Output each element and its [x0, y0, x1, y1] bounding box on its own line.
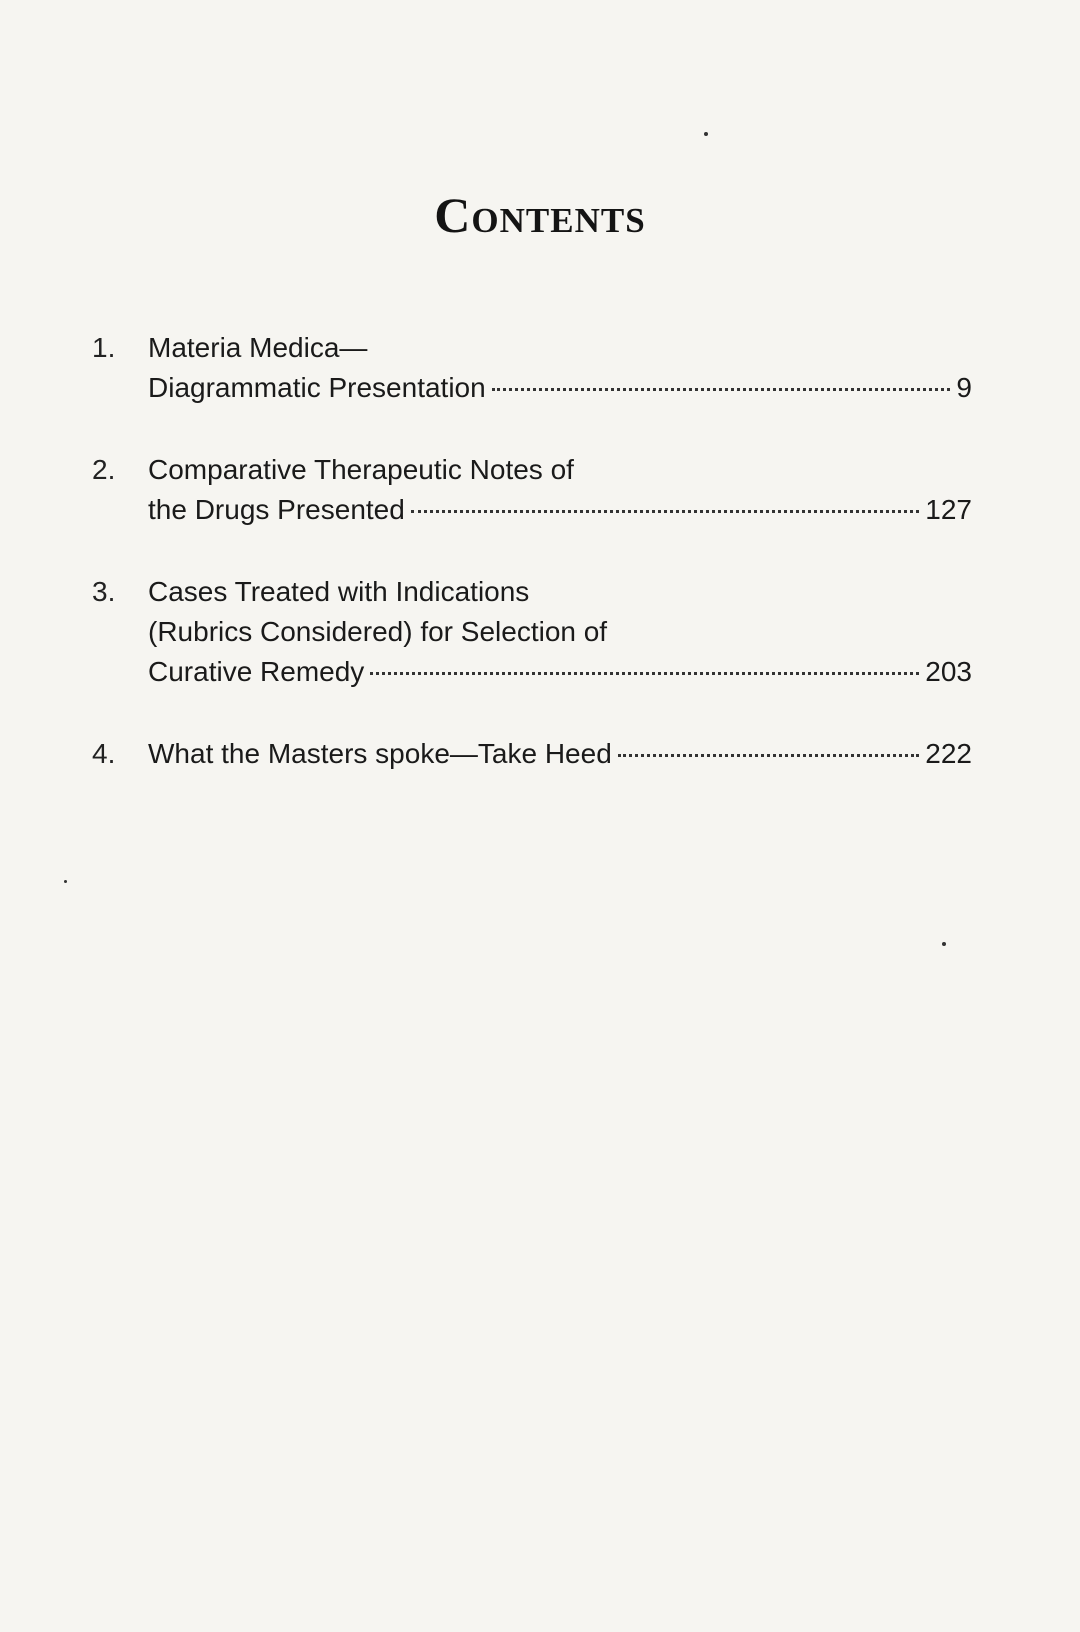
toc-entry-page-number: 9 [956, 372, 972, 403]
toc-entry-page-number: 127 [925, 494, 972, 525]
dot-leader [411, 510, 919, 513]
table-of-contents [92, 328, 972, 816]
toc-entry-body [148, 734, 972, 774]
toc-entry-title-end: Diagrammatic Presentation [148, 372, 486, 403]
dot-leader [370, 672, 919, 675]
toc-entry-4 [92, 734, 972, 774]
toc-entry-title-end: Curative Remedy [148, 656, 365, 687]
toc-entry-body [148, 572, 972, 692]
toc-entry-last-line [148, 490, 972, 530]
toc-entry-body [148, 450, 972, 530]
toc-entry-last-line [148, 368, 972, 408]
toc-entry-1 [92, 328, 972, 408]
toc-entry-line: Materia Medica— [148, 332, 368, 363]
toc-entry-last-line [148, 734, 972, 774]
ink-speck [64, 880, 67, 883]
toc-entry-body [148, 328, 972, 408]
page-title: Contents [434, 187, 646, 243]
toc-entry-3 [92, 572, 972, 692]
toc-entry-number: 4. [92, 738, 116, 769]
toc-entry-title-end: the Drugs Presented [148, 494, 405, 525]
toc-entry-last-line [148, 652, 972, 692]
toc-entry-title-end: What the Masters spoke—Take Heed [148, 738, 612, 769]
dot-leader [492, 388, 951, 391]
toc-entry-page-number: 203 [925, 656, 972, 687]
dot-leader [618, 754, 920, 757]
toc-entry-number: 1. [92, 332, 116, 363]
toc-entry-2 [92, 450, 972, 530]
toc-entry-line: Comparative Therapeutic Notes of [148, 454, 574, 485]
toc-entry-page-number: 222 [925, 738, 972, 769]
toc-entry-line: Cases Treated with Indications [148, 576, 530, 607]
ink-speck [942, 942, 946, 946]
toc-entry-number: 2. [92, 454, 116, 485]
toc-entry-number: 3. [92, 576, 116, 607]
toc-entry-line: (Rubrics Considered) for Selection of [148, 616, 608, 647]
ink-speck [704, 132, 708, 136]
